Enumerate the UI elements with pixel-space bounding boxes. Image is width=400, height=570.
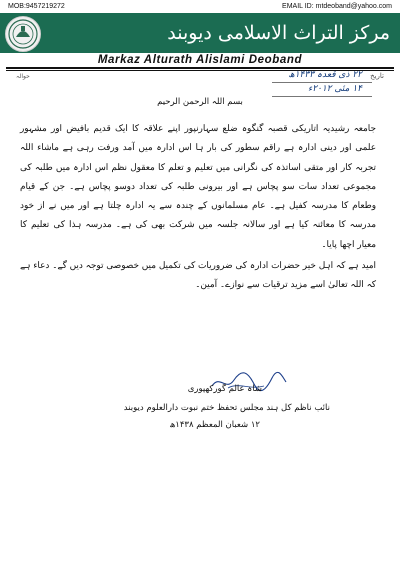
signatory-name: شاہ عالم گورکھپوری bbox=[187, 384, 262, 394]
bismillah-heading: بسم اللہ الرحمن الرحیم bbox=[157, 97, 243, 107]
date-hijri: ۲۲ ذی قعدہ ۱۴۳۳ھ bbox=[288, 70, 362, 80]
mobile-number: MOB:9457219272 bbox=[8, 3, 65, 10]
date-label: تاریخ bbox=[370, 72, 384, 80]
signatory-role: نائب ناظم کل ہند مجلس تحفظ ختم نبوت دارالعلوم دیوبند bbox=[123, 403, 330, 413]
letter-paragraph: جامعہ رشیدیہ اتاریکی قصبہ گنگوہ ضلع سہارنپور اپنے علاقہ کا ایک قدیم بافیض اور مشہور علمی اور دینی ادارہ ہے راقم سطور کی بار ہا اس ادارہ میں آمد ورفت رہی ہے ماشاء اللہ تجربہ کار اور متقی اساتذہ کی نگرانی میں تعلیم و تعلم کا معقول نظم اس ادارہ میں طلبہ کی مجموعی تعداد سات سو پچاس ہے اور بیرونی طلبہ کی تعداد دوسو پچاس ہے۔ جن کے قیام وطعام کا مدرسہ کفیل ہے۔ عام مسلمانوں کے چندہ سے یہ ادارہ چلتا ہے اور میں نے از خود مدرسہ کا معائنہ کیا ہے اور سالانہ جلسہ میں شرکت بھی کی ہے۔ مدرسہ ہذا کی تعلیم کا معیار اچھا پایا۔ bbox=[20, 124, 376, 250]
institution-title-urdu: مرکز التراث الاسلامی دیوبند bbox=[167, 22, 390, 44]
letter-paragraph: امید ہے کہ اہل خیر حضرات ادارہ کی ضروریات کی تکمیل میں خصوصی توجہ دیں گے۔ دعاء ہے کہ اللہ تعالیٰ اسے مزید ترقیات سے نوازے۔ آمین۔ bbox=[20, 261, 376, 291]
header-divider bbox=[6, 67, 394, 69]
email-address: EMAIL ID: mtdeoband@yahoo.com bbox=[282, 3, 392, 10]
date-line bbox=[272, 82, 372, 83]
header-banner bbox=[0, 13, 400, 53]
institution-title-latin: Markaz Alturath Alislami Deoband bbox=[97, 54, 303, 66]
date-gregorian: ۱۴ مئی ۲۰۱۲ء bbox=[307, 84, 362, 94]
reference-label: حوالہ bbox=[16, 73, 30, 80]
seal-emblem-icon bbox=[5, 16, 41, 52]
signature-date: ۱۲ شعبان المعظم ۱۴۳۸ھ bbox=[169, 420, 260, 430]
letter-body bbox=[20, 120, 376, 298]
